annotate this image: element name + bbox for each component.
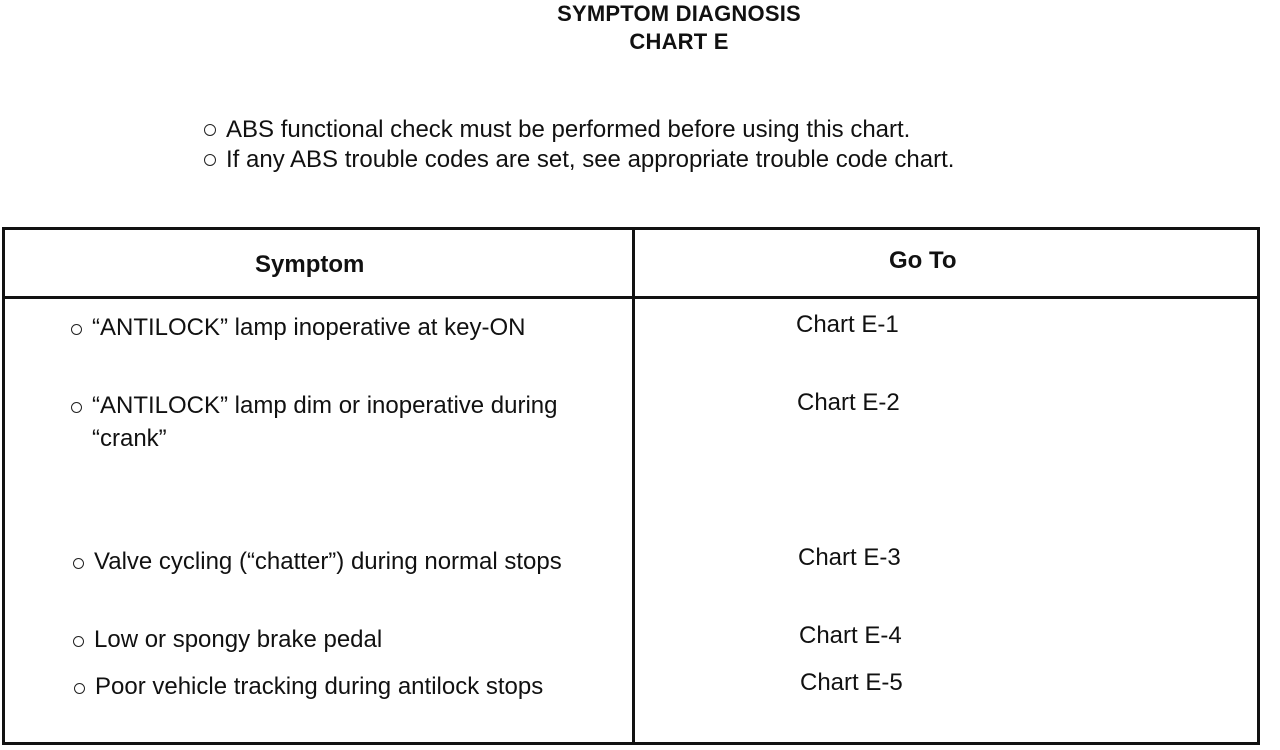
symptom-cell	[73, 623, 613, 656]
symptom-cell	[71, 311, 611, 344]
symptom-text: Valve cycling (“chatter”) during normal stops	[94, 548, 562, 575]
note-text: ABS functional check must be performed before using this chart.	[226, 116, 911, 143]
header-symptom: Symptom	[255, 251, 365, 278]
goto-cell: Chart E-1	[796, 311, 899, 338]
chart-title-line1: SYMPTOM DIAGNOSIS	[557, 1, 801, 26]
symptom-text: Poor vehicle tracking during antilock stops	[95, 673, 544, 700]
note-item	[204, 115, 954, 145]
symptom-text: “ANTILOCK” lamp dim or inoperative during “crank”	[92, 392, 558, 452]
symptom-cell	[74, 670, 614, 703]
goto-cell: Chart E-2	[797, 389, 900, 416]
symptom-cell	[71, 389, 611, 455]
goto-cell: Chart E-5	[800, 669, 903, 696]
note-text: If any ABS trouble codes are set, see appropriate trouble code chart.	[226, 146, 955, 173]
circle-bullet-icon	[71, 324, 82, 335]
chart-title	[0, 0, 1280, 56]
header-goto: Go To	[889, 247, 957, 274]
column-divider	[632, 230, 635, 742]
circle-bullet-icon	[74, 683, 85, 694]
symptom-table	[2, 227, 1260, 745]
circle-bullet-icon	[204, 124, 216, 136]
symptom-text: Low or spongy brake pedal	[94, 626, 383, 653]
circle-bullet-icon	[73, 636, 84, 647]
circle-bullet-icon	[71, 402, 82, 413]
chart-title-line2: CHART E	[629, 29, 729, 54]
note-item	[204, 145, 954, 175]
notes-list	[204, 115, 954, 175]
goto-cell: Chart E-4	[799, 622, 902, 649]
circle-bullet-icon	[204, 154, 216, 166]
header-divider	[5, 296, 1257, 299]
symptom-text: “ANTILOCK” lamp inoperative at key-ON	[92, 314, 526, 341]
goto-cell: Chart E-3	[798, 544, 901, 571]
circle-bullet-icon	[73, 558, 84, 569]
symptom-cell	[73, 545, 613, 578]
